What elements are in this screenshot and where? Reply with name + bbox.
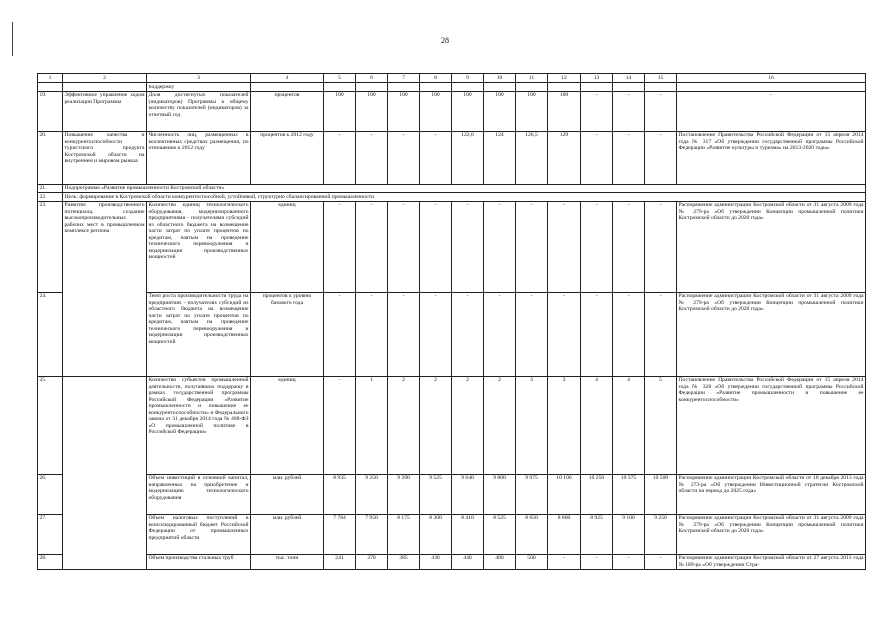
doc-cell: Постановление Правительства Российской Федерации от 15 апреля 2014 года № 317 «Об утверждении государственной программы Российской Федерации «Развитие культуры и туризма» на 2013-2020 годы» <box>677 131 866 184</box>
subprogram-title: Подпрограмма «Развитие промышленности Костромской области» <box>63 184 866 193</box>
unit-cell: млн. рублей <box>251 514 324 554</box>
row-number: 24. <box>38 292 63 376</box>
doc-cell: - <box>677 91 866 131</box>
value-cell: 100 <box>516 91 548 131</box>
value-cell: 124 <box>484 131 516 184</box>
value-cell: - <box>548 292 581 376</box>
column-header: 2 <box>63 74 147 83</box>
doc-cell: Распоряжение администрации Костромской области от 10 декабря 2013 года № 273-ра «Об утверждении Инвестиционной стратегии Костромской области на период до 2025 года» <box>677 474 866 514</box>
value-cell: 100 <box>388 91 420 131</box>
table-row-25 <box>38 376 866 474</box>
value-cell: - <box>324 292 356 376</box>
value-cell: - <box>388 292 420 376</box>
value-cell: 8 525 <box>484 514 516 554</box>
value-cell: 9 640 <box>452 474 484 514</box>
value-cell: - <box>420 201 452 292</box>
table-row-24 <box>38 292 866 376</box>
unit-cell: единиц <box>251 376 324 474</box>
value-cell: - <box>484 292 516 376</box>
value-cell: 8 800 <box>548 514 581 554</box>
value-cell: 8 935 <box>324 474 356 514</box>
indicator-cell: Объем производства стальных труб <box>147 554 251 569</box>
value-cell: 480 <box>484 554 516 569</box>
value-cell: 8 410 <box>452 514 484 554</box>
value-cell: 9 525 <box>420 474 452 514</box>
value-cell: 4 <box>613 376 645 474</box>
value-cell: - <box>420 131 452 184</box>
column-header: 14 <box>613 74 645 83</box>
task-cell: Развитие производственного потенциала, создание высокопроизводительных рабочих мест в промышленном комплексе региона <box>63 201 147 376</box>
value-cell: 7 950 <box>356 514 388 554</box>
value-cell: 10 500 <box>645 474 677 514</box>
doc-cell: Распоряжение администрации Костромской области от 27 августа 2013 года № 189-ра «Об утверждении Стра- <box>678 555 864 568</box>
value-cell: - <box>613 131 645 184</box>
value-cell: 100 <box>324 91 356 131</box>
value-cell: 2 <box>388 376 420 474</box>
header-row <box>38 74 866 83</box>
indicator-cell: поддержку <box>147 83 251 92</box>
unit-cell: процентов к 2012 году <box>251 131 324 184</box>
value-cell: 440 <box>452 554 484 569</box>
value-cell: - <box>613 554 645 569</box>
value-cell: - <box>581 292 613 376</box>
task-cell <box>63 376 147 569</box>
value-cell: 129 <box>548 131 581 184</box>
row-number: 28. <box>38 554 63 569</box>
indicators-table <box>37 73 866 570</box>
value-cell: 430 <box>420 554 452 569</box>
value-cell: - <box>645 292 677 376</box>
value-cell: 10 375 <box>613 474 645 514</box>
indicator-cell: Количество субъектов промышленной деятельности, получивших поддержку в рамках государственной программы Российской Федерации «Развитие промышленности и повышение ее конкурентоспособности» и Федерального закона от 31 декабря 2014 года № 488-ФЗ «О промышленной политике в Российской Федерации» <box>147 376 251 474</box>
row-number: 19. <box>38 91 63 131</box>
column-header: 15 <box>645 74 677 83</box>
table-row-23 <box>38 201 866 292</box>
value-cell: 8 175 <box>388 514 420 554</box>
value-cell: - <box>388 131 420 184</box>
value-cell: 100 <box>420 91 452 131</box>
value-cell: 2 <box>484 376 516 474</box>
unit-cell: единиц <box>251 201 324 292</box>
value-cell: 2 <box>452 376 484 474</box>
value-cell: - <box>356 131 388 184</box>
value-cell: 241 <box>324 554 356 569</box>
value-cell: 9 975 <box>516 474 548 514</box>
page-number: 28 <box>441 36 449 45</box>
goal-text: Цель: формирование в Костромской области конкурентоспособной, устойчивой, структурно сбалансированной промышленности <box>63 193 866 202</box>
table-row-21 <box>38 184 866 193</box>
column-header: 9 <box>452 74 484 83</box>
doc-cell: Распоряжение администрации Костромской области от 31 августа 2009 года № 279-ра «Об утверждении Концепции промышленной политики Костромской области до 2020 года» <box>677 292 866 376</box>
value-cell: - <box>645 554 677 569</box>
value-cell: 9 250 <box>356 474 388 514</box>
value-cell: - <box>420 292 452 376</box>
value-cell: 8 650 <box>516 514 548 554</box>
row-number: 23. <box>38 201 63 292</box>
value-cell: 122,6 <box>452 131 484 184</box>
value-cell: 10 100 <box>548 474 581 514</box>
value-cell: 7 784 <box>324 514 356 554</box>
value-cell: 9 800 <box>484 474 516 514</box>
unit-cell: млн. рублей <box>251 474 324 514</box>
value-cell: - <box>548 201 581 292</box>
value-cell: 100 <box>548 91 581 131</box>
column-header: 12 <box>548 74 581 83</box>
task-cell: Повышение качества и конкурентоспособности туристского продукта Костромской области на внутреннем и мировом рынках <box>63 131 147 184</box>
table-row-26 <box>38 474 866 514</box>
column-header: 13 <box>581 74 613 83</box>
value-cell: - <box>388 201 420 292</box>
table-row-continuation <box>38 83 866 92</box>
doc-cell: Распоряжение администрации Костромской области от 31 августа 2009 года № 279-ра «Об утверждении Концепции промышленной политики Костромской области до 2020 года» <box>677 201 866 292</box>
value-cell: - <box>645 201 677 292</box>
table-row-20 <box>38 131 866 184</box>
value-cell: - <box>324 131 356 184</box>
unit-cell: процентов <box>251 91 324 131</box>
row-number: 26. <box>38 474 63 514</box>
doc-cell: Распоряжение администрации Костромской области от 31 августа 2009 года № 279-ра «Об утверждении Концепции промышленной политики Костромской области до 2020 года» <box>677 514 866 554</box>
column-header: 4 <box>251 74 324 83</box>
row-number: 25. <box>38 376 63 474</box>
value-cell: 126,5 <box>516 131 548 184</box>
value-cell: - <box>645 91 677 131</box>
value-cell: 9 100 <box>613 514 645 554</box>
value-cell: 9 390 <box>388 474 420 514</box>
row-number: 20. <box>38 131 63 184</box>
column-header: 10 <box>484 74 516 83</box>
value-cell: - <box>613 201 645 292</box>
value-cell: 9 250 <box>645 514 677 554</box>
indicator-cell: Количество единиц технологического оборудования, модернизированного предприятиями - получателями субсидий из областного бюджета на возмещение части затрат по уплате процентов по кредитам, взятым на проведение технического перевооружения и модернизации производственных мощностей <box>147 201 251 292</box>
value-cell: - <box>324 376 356 474</box>
table-row-28 <box>38 554 866 569</box>
value-cell: 8 300 <box>420 514 452 554</box>
value-cell: - <box>645 131 677 184</box>
column-header: 16 <box>677 74 866 83</box>
value-cell: 370 <box>356 554 388 569</box>
column-header: 7 <box>388 74 420 83</box>
indicator-cell: Численность лиц, размещенных в коллективных средствах размещения, по отношению к 2012 году <box>147 131 251 184</box>
value-cell: - <box>452 292 484 376</box>
value-cell: - <box>613 91 645 131</box>
column-header: 3 <box>147 74 251 83</box>
indicator-cell: Темп роста производительности труда на предприятиях - получателях субсидий из областного бюджета на возмещение части затрат по уплате процентов по кредитам, взятым на проведение технического перевооружения и модернизации производственных мощностей <box>147 292 251 376</box>
value-cell: - <box>613 292 645 376</box>
value-cell: - <box>356 201 388 292</box>
doc-cell: Постановление Правительства Российской Федерации от 15 апреля 2014 года № 328 «Об утверждении государственной программы Российской Федерации «Развитие промышленности и повышение ее конкурентоспособности» <box>677 376 866 474</box>
indicator-cell: Доля достигнутых показателей (индикаторов) Программы к общему количеству показателей (индикаторов) за отчетный год <box>147 91 251 131</box>
unit-cell: тыс. тонн <box>251 554 324 569</box>
value-cell: - <box>484 201 516 292</box>
column-header: 11 <box>516 74 548 83</box>
value-cell: - <box>324 201 356 292</box>
value-cell: - <box>581 201 613 292</box>
value-cell: - <box>516 292 548 376</box>
value-cell: - <box>548 554 581 569</box>
row-number: 21. <box>38 184 63 193</box>
indicator-cell: Объем налоговых поступлений в консолидированный бюджет Российской Федерации от промышленных предприятий области <box>147 514 251 554</box>
value-cell: - <box>581 91 613 131</box>
value-cell: - <box>356 292 388 376</box>
value-cell: 2 <box>420 376 452 474</box>
task-cell: Эффективное управление ходом реализации Программы <box>63 91 147 131</box>
value-cell: 385 <box>388 554 420 569</box>
value-cell: 500 <box>516 554 548 569</box>
column-header: 8 <box>420 74 452 83</box>
value-cell: 10 250 <box>581 474 613 514</box>
value-cell: 1 <box>356 376 388 474</box>
table-row-19 <box>38 91 866 131</box>
table-row-27 <box>38 514 866 554</box>
table-row-22 <box>38 193 866 202</box>
value-cell: 100 <box>356 91 388 131</box>
value-cell: - <box>581 554 613 569</box>
value-cell: 100 <box>484 91 516 131</box>
value-cell: 3 <box>516 376 548 474</box>
value-cell: 100 <box>452 91 484 131</box>
value-cell: 3 <box>548 376 581 474</box>
value-cell: - <box>581 131 613 184</box>
value-cell: 8 925 <box>581 514 613 554</box>
column-header: 6 <box>356 74 388 83</box>
row-number: 27. <box>38 514 63 554</box>
indicator-cell: Объем инвестиций в основной капитал, направленных на приобретение и модернизацию технологического оборудования <box>147 474 251 514</box>
value-cell: 5 <box>645 376 677 474</box>
unit-cell: процентов к уровню базового года <box>251 292 324 376</box>
row-number: 22. <box>38 193 63 202</box>
value-cell: - <box>516 201 548 292</box>
value-cell: - <box>452 201 484 292</box>
column-header: 5 <box>324 74 356 83</box>
value-cell: 4 <box>581 376 613 474</box>
column-header: 1 <box>38 74 63 83</box>
